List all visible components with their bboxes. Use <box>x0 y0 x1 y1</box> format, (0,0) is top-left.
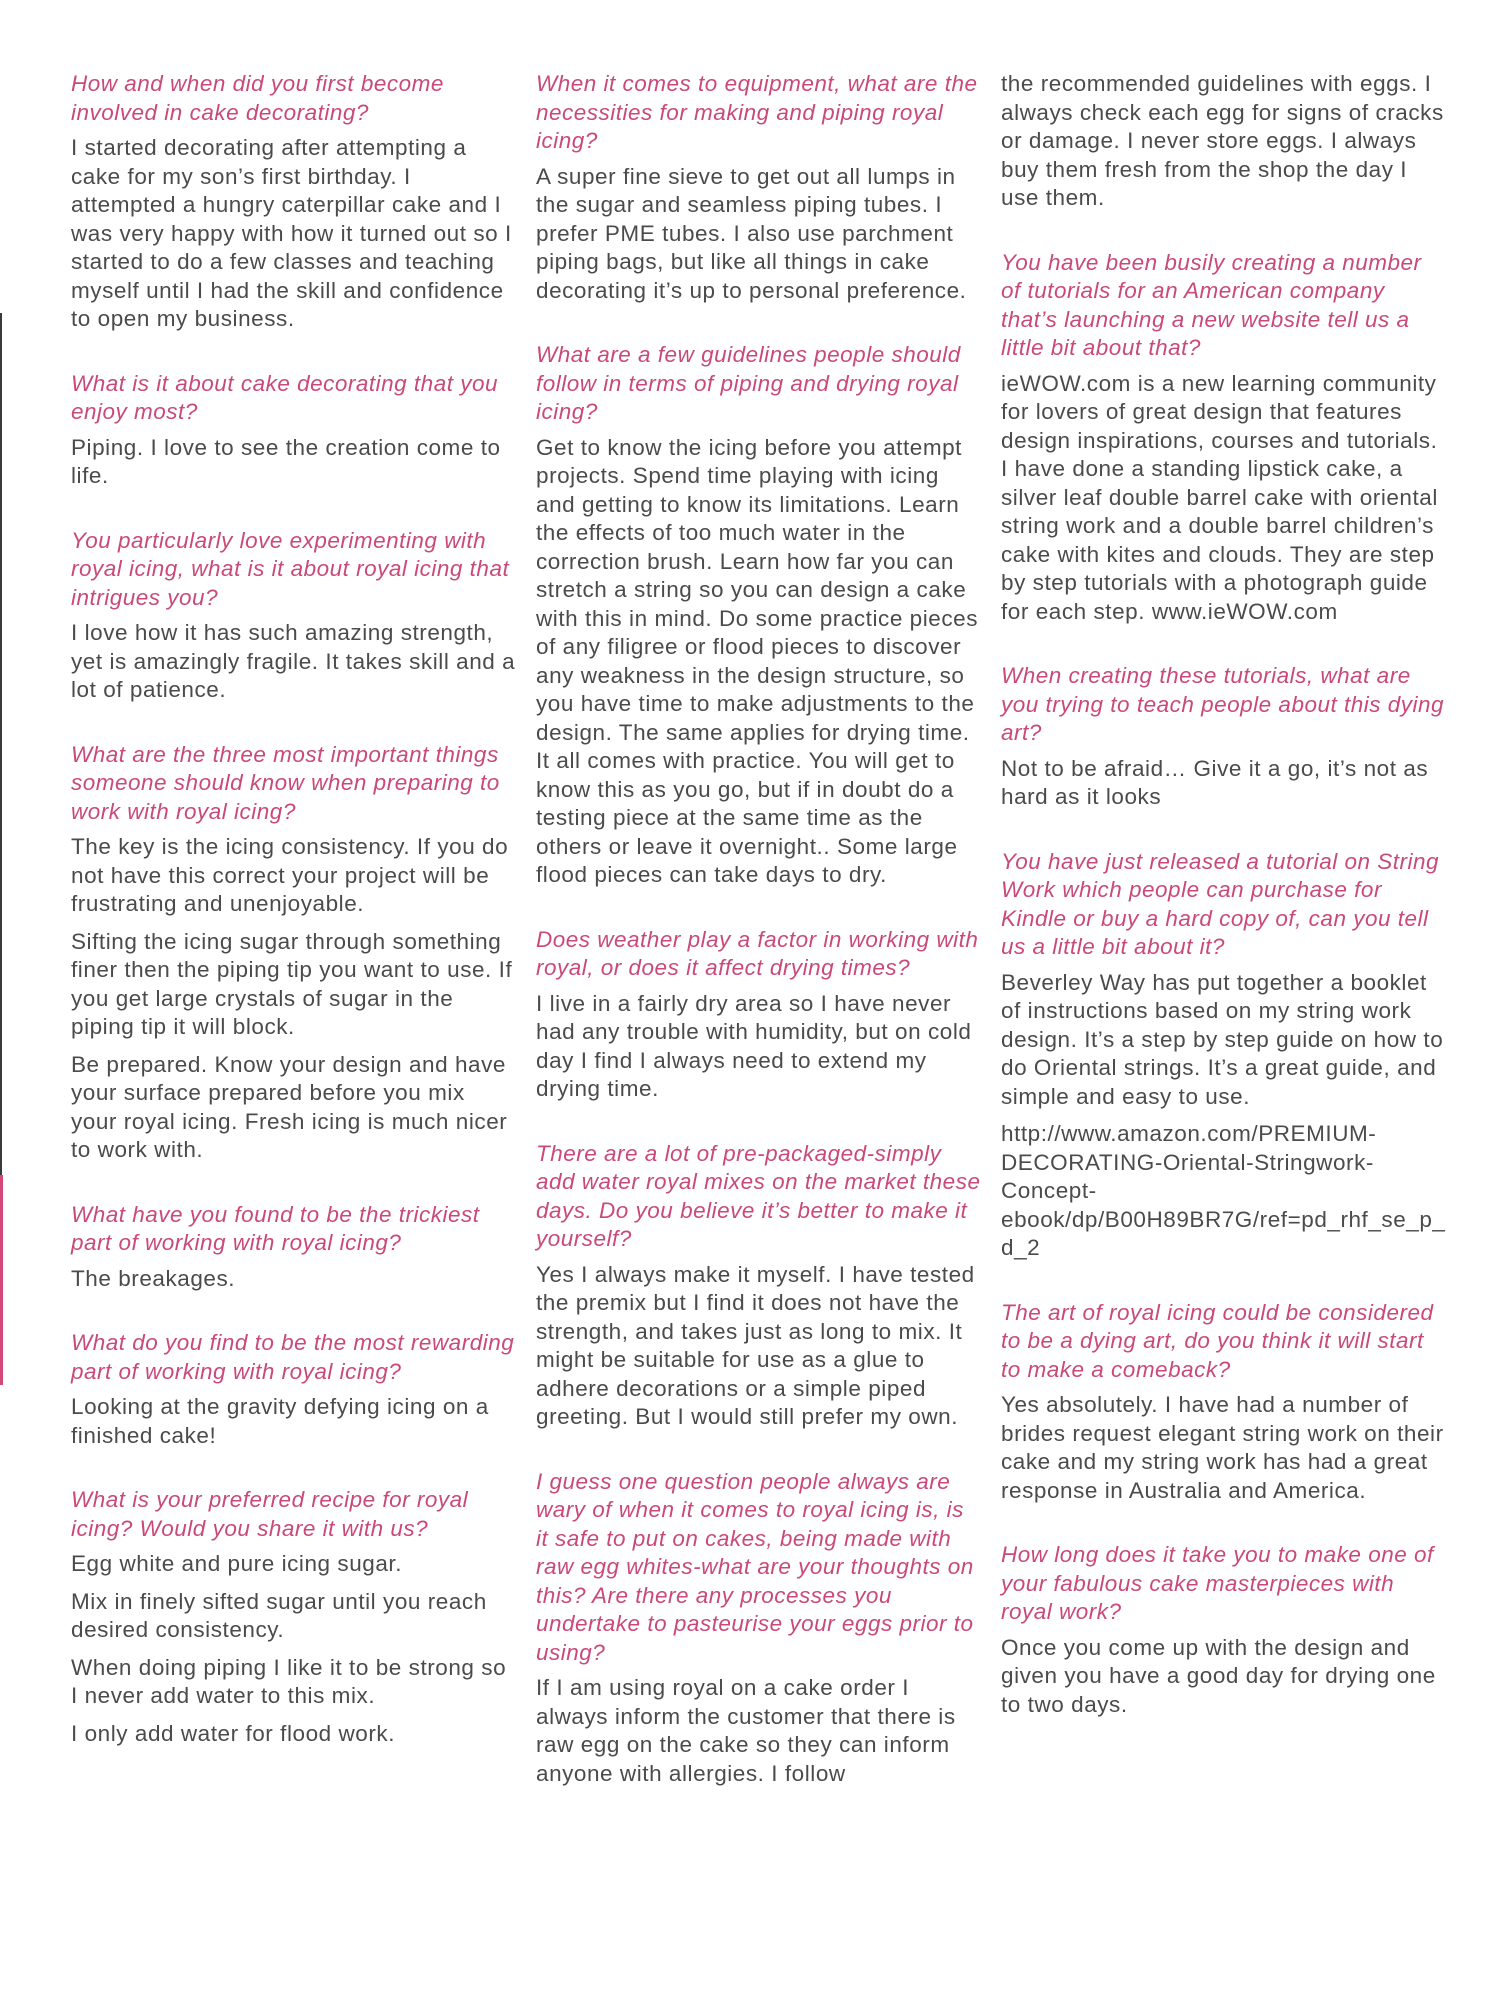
qa-block <box>536 341 981 890</box>
qa-block <box>536 1468 981 1789</box>
interview-question: What is it about cake decorating that you enjoy most? <box>71 370 498 424</box>
qa-block <box>536 1140 981 1432</box>
interview-answer: Beverley Way has put together a booklet of instructions based on my string work design. It’s a step by step guide on how to do Oriental strings. It’s a great guide, and simple and easy to use. <box>1001 969 1444 1109</box>
qa-block <box>71 1486 516 1748</box>
interview-question: What do you find to be the most rewarding part of working with royal icing? <box>71 1330 515 1384</box>
interview-answer: Sifting the icing sugar through something finer then the piping tip you want to use. If you get large crystals of sugar in the piping tip it will block. <box>71 928 513 1039</box>
qa-block <box>71 1201 516 1294</box>
interview-question: I guess one question people always are wary of when it comes to royal icing is, is it safe to put on cakes, being made with raw egg whites-what are your thoughts on this? Are there any processes you undertake to pasteurise your eggs prior to using? <box>536 1468 974 1665</box>
interview-answer: Yes absolutely. I have had a number of brides request elegant string work on their cake and my string work has had a great response in Australia and America. <box>1001 1392 1444 1503</box>
interview-answer: If I am using royal on a cake order I always inform the customer that there is raw egg on the cake so they can inform anyone with allergies. I follow <box>536 1675 956 1786</box>
interview-answer: Yes I always make it myself. I have tested the premix but I find it does not have the strength, and takes just as long to mix. It might be suitable for use as a glue to adhere decorations or a simple piped greeting. But I would still prefer my own. <box>536 1261 975 1429</box>
qa-block <box>1001 662 1446 812</box>
interview-question: You have just released a tutorial on String Work which people can purchase for Kindle or buy a hard copy of, can you tell us a little bit about it? <box>1001 848 1440 959</box>
interview-answer: The breakages. <box>71 1265 236 1291</box>
page-edge-accent <box>0 1175 3 1385</box>
qa-block <box>71 1329 516 1450</box>
article-column-1 <box>71 70 516 1784</box>
interview-question: You have been busily creating a number of tutorials for an American company that’s launching a new website tell us a little bit about that? <box>1001 249 1422 360</box>
interview-question: When creating these tutorials, what are you trying to teach people about this dying art? <box>1001 663 1445 745</box>
interview-answer: Egg white and pure icing sugar. <box>71 1551 403 1576</box>
interview-answer: ieWOW.com is a new learning community for lovers of great design that features design inspirations, courses and tutorials. I have done a standing lipstick cake, a silver leaf double barrel cake with oriental string work and a double barrel children’s cake with kites and clouds. They are step by step tutorials with a photograph guide for each step. www.ieWOW.com <box>1001 370 1438 624</box>
interview-answer: http://www.amazon.com/PREMIUM-DECORATING-Oriental-Stringwork-Concept-ebook/dp/B00H89BR7G/ref=pd_rhf_se_p_d_2 <box>1001 1121 1446 1260</box>
interview-answer: A super fine sieve to get out all lumps in the sugar and seamless piping tubes. I prefer PME tubes. I also use parchment piping bags, but like all things in cake decorating it’s up to personal preference. <box>536 163 967 303</box>
qa-block <box>71 370 516 491</box>
interview-question: When it comes to equipment, what are the necessities for making and piping royal icing? <box>536 71 978 153</box>
interview-question: What are the three most important things someone should know when preparing to work with royal icing? <box>71 741 500 824</box>
interview-answer: I started decorating after attempting a cake for my son’s first birthday. I attempted a hungry caterpillar cake and I was very happy with how it turned out so I started to do a few classes and teaching myself until I had the skill and confidence to open my business. <box>71 135 512 331</box>
interview-question: Does weather play a factor in working with royal, or does it affect drying times? <box>536 926 979 980</box>
qa-block <box>1001 249 1446 627</box>
article-column-2 <box>536 70 981 1824</box>
interview-question: What have you found to be the trickiest part of working with royal icing? <box>71 1201 480 1255</box>
interview-answer: Piping. I love to see the creation come to life. <box>71 434 501 488</box>
interview-question: You particularly love experimenting with royal icing, what is it about royal icing that intrigues you? <box>71 527 510 610</box>
interview-answer: I only add water for flood work. <box>71 1720 395 1746</box>
qa-block <box>1001 70 1446 213</box>
qa-block <box>71 527 516 705</box>
qa-block <box>1001 1299 1446 1506</box>
interview-question: There are a lot of pre-packaged-simply add water royal mixes on the market these days. Do you believe it’s better to make it yourself? <box>536 1140 981 1251</box>
interview-answer: I love how it has such amazing strength, yet is amazingly fragile. It takes skill and a lot of patience. <box>71 620 516 702</box>
qa-block <box>71 741 516 1165</box>
interview-answer: Once you come up with the design and given you have a good day for drying one to two days. <box>1001 1634 1436 1717</box>
qa-block <box>1001 1541 1446 1719</box>
interview-question: The art of royal icing could be considered to be a dying art, do you think it will start to make a comeback? <box>1001 1299 1434 1382</box>
qa-block <box>536 926 981 1104</box>
interview-question: What is your preferred recipe for royal icing? Would you share it with us? <box>71 1487 469 1541</box>
interview-question: How and when did you first become involved in cake decorating? <box>71 71 444 125</box>
interview-answer: I live in a fairly dry area so I have never had any trouble with humidity, but on cold day I find I always need to extend my drying time. <box>536 990 972 1101</box>
interview-question: How long does it take you to make one of your fabulous cake masterpieces with royal work? <box>1001 1542 1434 1624</box>
interview-answer: Not to be afraid… Give it a go, it’s not as hard as it looks <box>1001 755 1429 809</box>
interview-answer: Be prepared. Know your design and have your surface prepared before you mix your royal icing. Fresh icing is much nicer to work with. <box>71 1051 508 1162</box>
interview-answer: The key is the icing consistency. If you do not have this correct your project will be frustrating and unenjoyable. <box>71 834 509 916</box>
qa-block <box>71 70 516 334</box>
interview-answer: When doing piping I like it to be strong so I never add water to this mix. <box>71 1654 507 1708</box>
interview-answer: Mix in finely sifted sugar until you reach desired consistency. <box>71 1588 487 1642</box>
interview-question: What are a few guidelines people should follow in terms of piping and drying royal icing? <box>536 342 961 424</box>
qa-block <box>1001 848 1446 1263</box>
interview-answer: Looking at the gravity defying icing on a finished cake! <box>71 1394 489 1448</box>
qa-block <box>536 70 981 305</box>
interview-answer: the recommended guidelines with eggs. I always check each egg for signs of cracks or damage. I never store eggs. I always buy them fresh from the shop the day I use them. <box>1001 71 1444 210</box>
article-column-3 <box>1001 70 1446 1755</box>
interview-answer: Get to know the icing before you attempt projects. Spend time playing with icing and getting to know its limitations. Learn the effects of too much water in the correction brush. Learn how far you can stretch a string so you can design a cake with this in mind. Do some practice pieces of any filigree or flood pieces to discover any weakness in the design structure, so you have time to make adjustments to the design. The same applies for drying time. It all comes with practice. You will get to know this as you go, but if in doubt do a testing piece at the same time as the others or leave it overnight.. Some large flood pieces can take days to dry. <box>536 434 979 887</box>
